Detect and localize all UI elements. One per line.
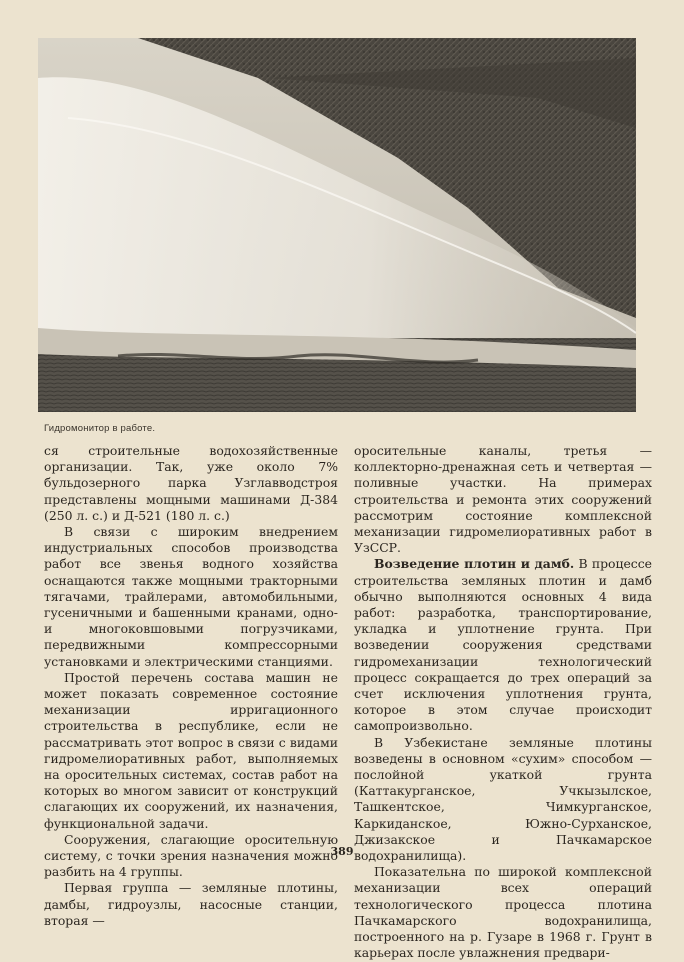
left-paragraph-4: Сооружения, слагающие оросительную систему, с точки зрения назначения можно разбить на 4 группы. xyxy=(44,831,338,880)
right-paragraph-3: В Узбекистане земляные плотины возведены в основном «сухим» способом — послойной укаткой грунта (Каттакурганское, Учкызылское, Ташкентское, Чимкурганское, Каркиданское, Южно-Сурханское, Джизакское и Пачкамарское водохранилища). xyxy=(354,734,652,864)
left-paragraph-5: Первая группа — земляные плотины, дамбы, гидроузлы, насосные станции, вторая — xyxy=(44,880,338,928)
left-paragraph-2: В связи с широким внедрением индустриальных способов производства работ все звенья водного хозяйства оснащаются также мощными тракторными тягачами, трайлерами, автомобильными, гусеничными и башенными кранами, одно- и многоковшовыми погрузчиками, передвижными компрессорными установками и электрическими станциями. xyxy=(44,524,338,669)
left-paragraph-1: ся строительные водохозяйственные организации. Так, уже около 7% бульдозерного парка Узглавводстроя представлены мощными машинами Д-384 (250 л. с.) и Д-521 (180 л. с.) xyxy=(44,443,338,523)
page-number: 389 xyxy=(330,845,354,858)
right-text-column xyxy=(354,443,652,962)
photo-illustration xyxy=(38,38,636,412)
photo-hydromonitor xyxy=(38,38,636,412)
right-paragraph-1: оросительные каналы, третья — коллекторно-дренажная сеть и четвертая — поливные участки. На примерах строительства и ремонта этих сооружений рассмотрим состояние комплексной механизации гидромелиоративных работ в УзССР. xyxy=(354,443,652,556)
section-body: В процессе строительства земляных плотин и дамб обычно выполняются основных 4 вида работ: разработка, транспортирование, укладка и уплотнение грунта. При возведении сооружения средствами гидромеханизации технологический процесс сокращается до трех операций за счет исключения уплотнения грунта, которое в этом случае происходит самопроизвольно. xyxy=(354,556,652,734)
section-heading: Возведение плотин и дамб. xyxy=(374,556,575,572)
right-paragraph-4: Показательна по широкой комплексной механизации всех операций технологического процесса плотина Пачкамарского водохранилища, построенного на р. Гузаре в 1968 г. Грунт в карьерах после увлажнения предвари- xyxy=(354,864,652,961)
right-paragraph-2 xyxy=(354,556,652,734)
left-paragraph-3: Простой перечень состава машин не может показать современное состояние механизации ирригационного строительства в республике, если не рассматривать этот вопрос в связи с видами гидромелиоративных работ, выполняемых на оросительных системах, состав работ на которых во многом зависит от конструкций слагающих их сооружений, их назначения, функциональной задачи. xyxy=(44,669,338,831)
figure-caption: Гидромонитор в работе. xyxy=(44,423,156,434)
